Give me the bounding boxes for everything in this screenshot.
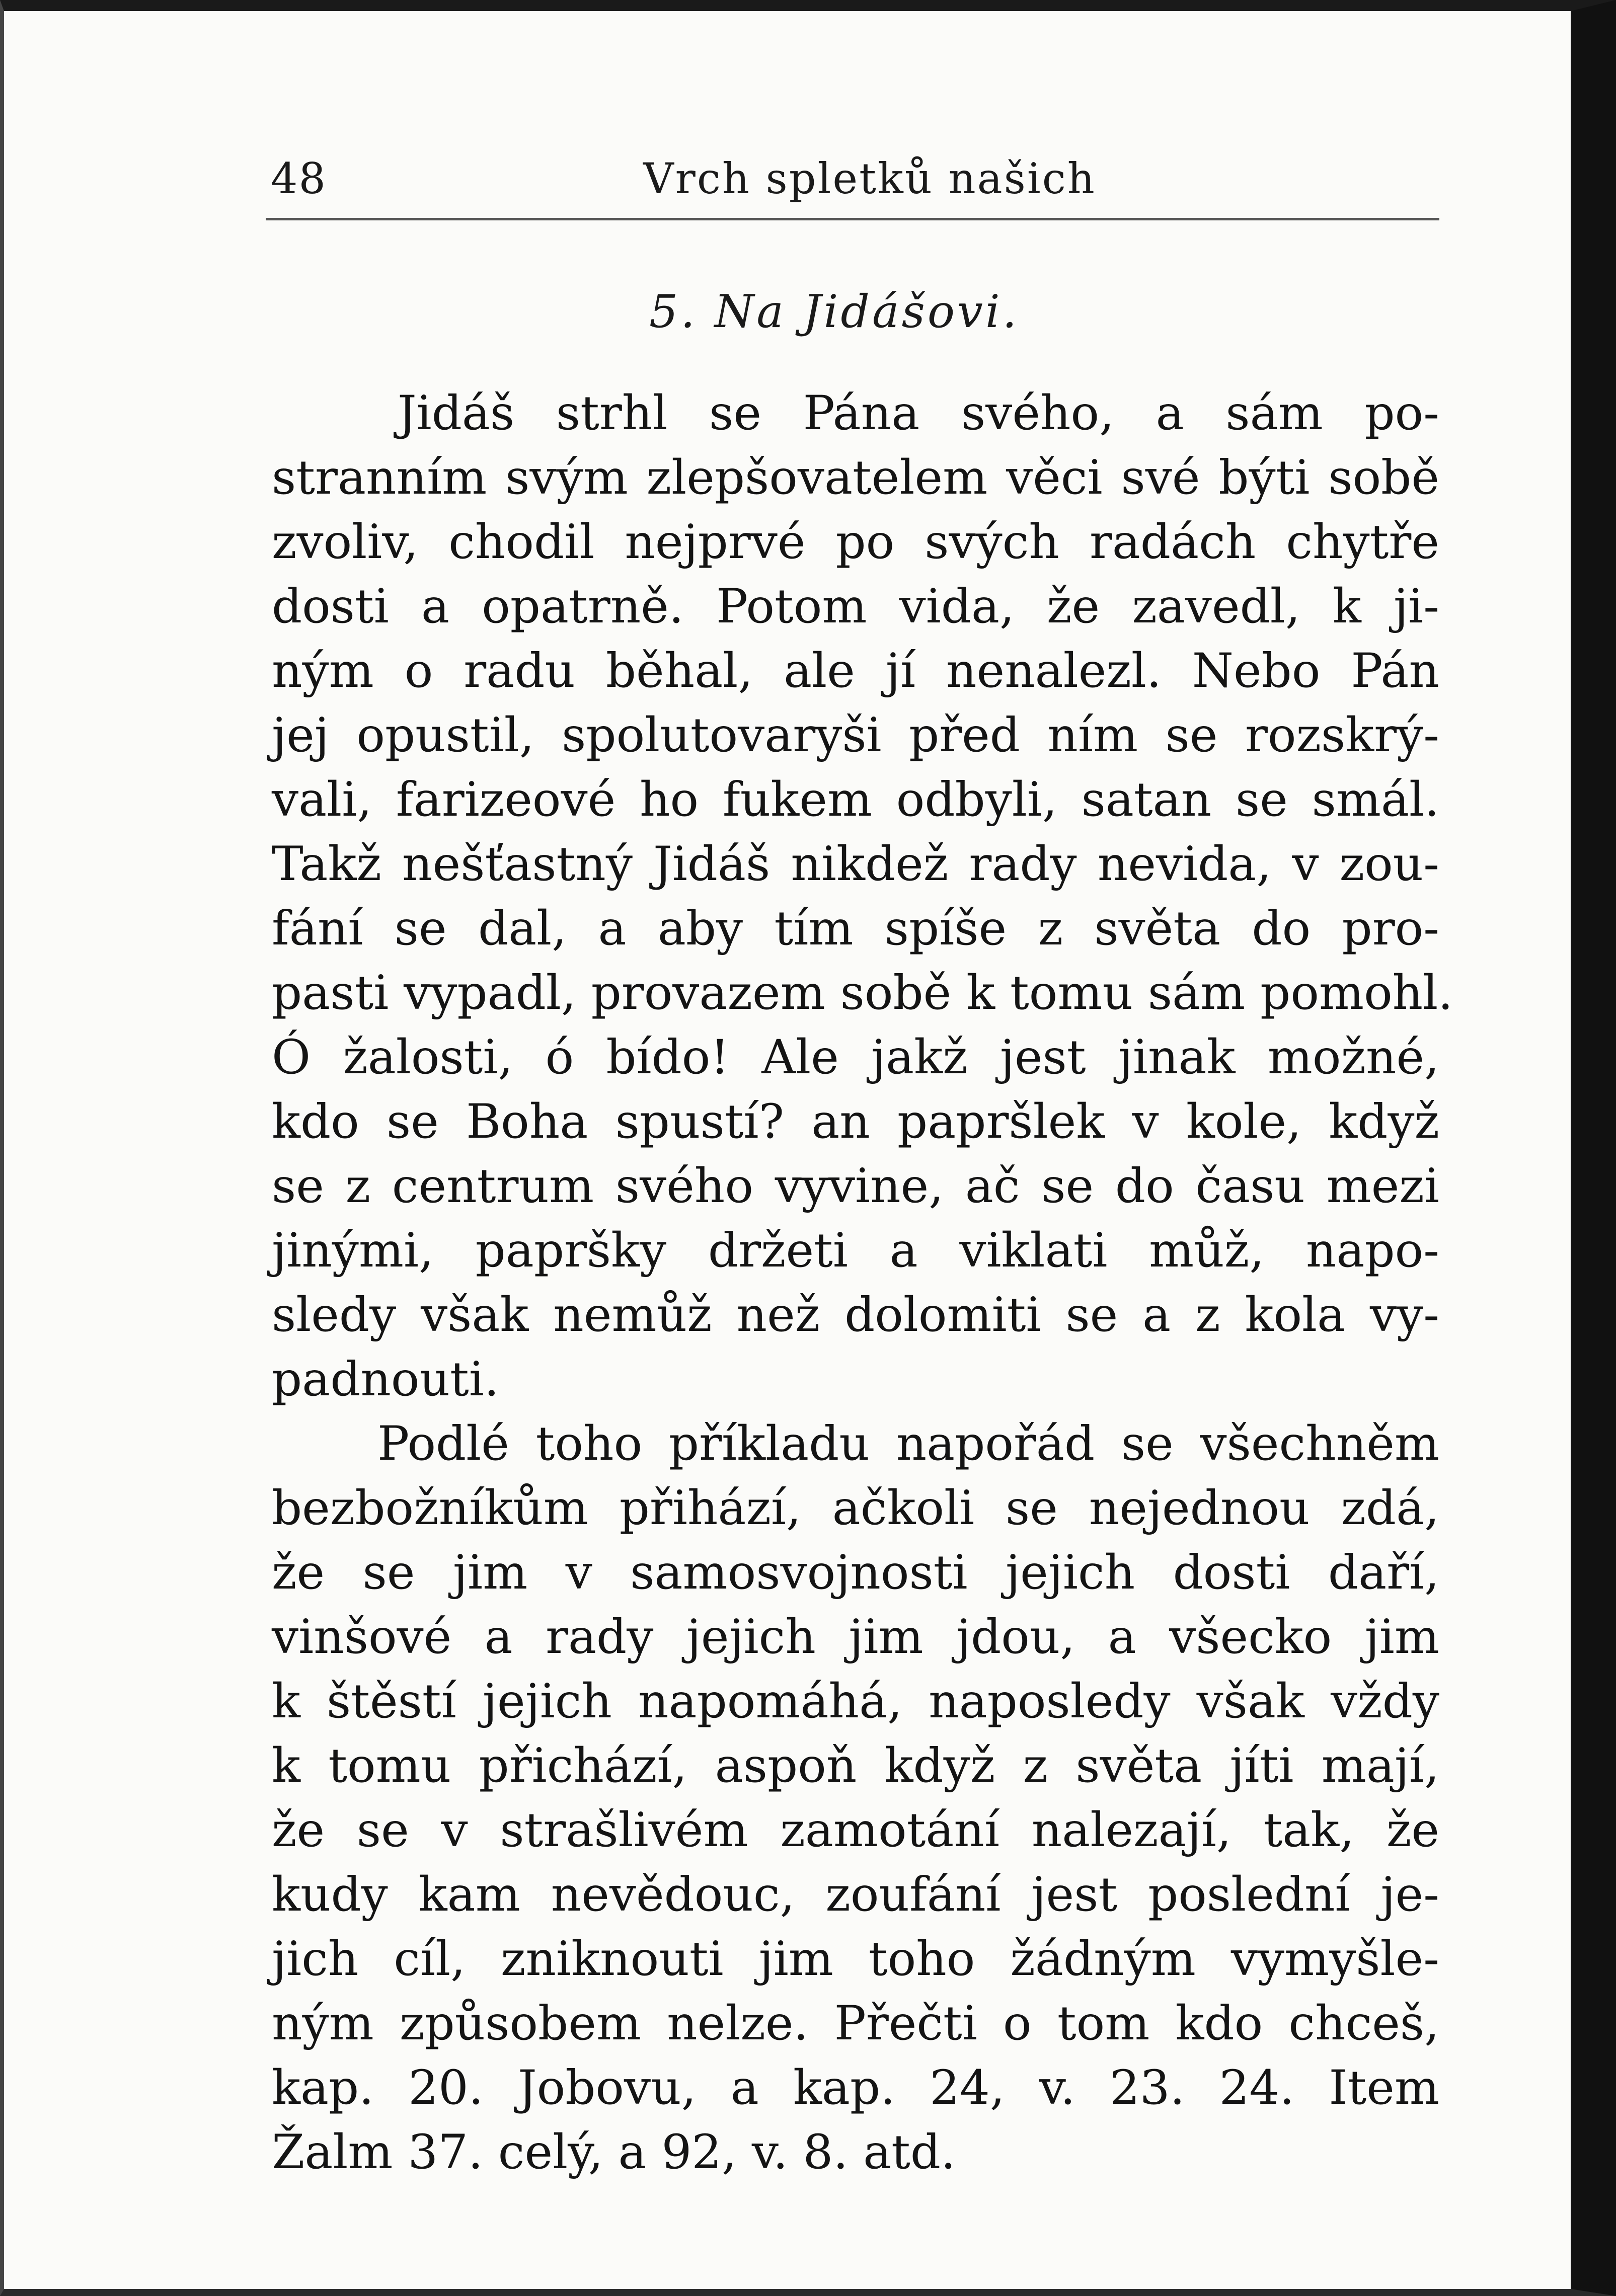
text-line: fání se dal, a aby tím spíše z světa do pro- [272,901,1439,956]
text-line: že se v strašlivém zamotání nalezají, tak, že [272,1803,1439,1858]
text-line: se z centrum svého vyvine, ač se do času mezi [272,1159,1439,1214]
text-line: vali, farizeové ho fukem odbyli, satan se smál. [272,772,1439,827]
paragraph-2 [272,1412,1439,2185]
text-line: Žalm 37. celý, a 92, v. 8. atd. [272,2125,956,2180]
text-line: kap. 20. Jobovu, a kap. 24, v. 23. 24. Item [272,2061,1439,2115]
text-line: kdo se Boha spustí? an papršlek v kole, když [272,1094,1439,1149]
paragraph-1 [272,381,1453,1412]
page-header [271,146,1438,211]
text-line: kudy kam nevědouc, zoufání jest poslední je- [272,1867,1439,1922]
text-line: jinými, papršky držeti a viklati můž, napo- [272,1223,1439,1278]
text-line: zvoliv, chodil nejprvé po svých radách chytře [272,515,1439,570]
header-rule [266,218,1439,220]
text-line: Ó žalosti, ó bído! Ale jakž jest jinak možné, [272,1030,1439,1085]
text-line: Jidáš strhl se Pána svého, a sám po- [398,386,1439,441]
text-line: k štěstí jejich napomáhá, naposledy však vždy [272,1674,1439,1729]
text-line: dosti a opatrně. Potom vida, že zavedl, k ji- [272,579,1439,634]
text-line: jej opustil, spolutovaryši před ním se rozskrý- [272,708,1439,763]
text-line: sledy však nemůž než dolomiti se a z kola vy- [272,1288,1439,1342]
section-title: 5. Na Jidášovi. [649,285,1020,338]
body-text [272,381,1453,2185]
text-line: vinšové a rady jejich jim jdou, a všecko jim [272,1610,1439,1665]
text-line: bezbožníkům přihází, ačkoli se nejednou zdá, [272,1481,1439,1536]
page-number: 48 [271,154,327,203]
text-line: ným o radu běhal, ale jí nenalezl. Nebo Pán [272,644,1439,698]
text-line: Takž nešťastný Jidáš nikdež rady nevida, v zou- [272,837,1439,892]
text-line: stranním svým zlepšovatelem věci své býti sobě [272,450,1439,505]
running-title: Vrch spletků našich [643,154,1096,203]
text-line: padnouti. [272,1352,499,1407]
text-line: jich cíl, zniknouti jim toho žádným vymyšle- [272,1932,1439,1987]
text-line: že se jim v samosvojnosti jejich dosti daří, [272,1545,1439,1600]
text-line: Podlé toho příkladu napořád se všechněm [377,1416,1439,1471]
text-line: pasti vypadl, provazem sobě k tomu sám pomohl. [272,966,1453,1020]
text-line: k tomu přichází, aspoň když z světa jíti mají, [272,1738,1439,1793]
text-line: ným způsobem nelze. Přečti o tom kdo chceš, [272,1996,1439,2051]
